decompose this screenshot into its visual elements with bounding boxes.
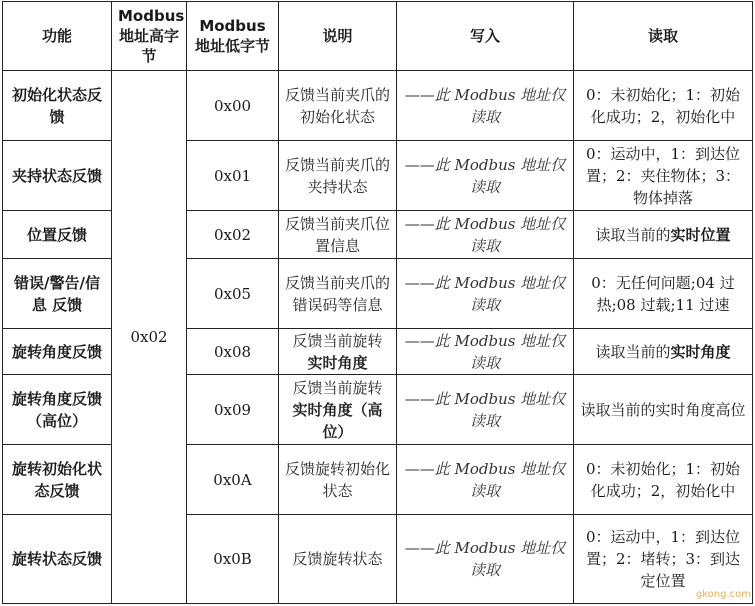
- write-cell: ——此 Modbus 地址仅读取: [397, 375, 574, 445]
- write-cell: ——此 Modbus 地址仅读取: [397, 515, 574, 604]
- write-cell: ——此 Modbus 地址仅读取: [397, 141, 574, 211]
- read-highlight: 实时位置: [670, 225, 731, 244]
- modbus-register-table: [2, 1, 753, 604]
- header-func: 功能: [3, 2, 112, 71]
- header-low-byte: Modbus 地址低字节: [187, 2, 279, 71]
- low-byte-cell: 0x09: [187, 375, 279, 445]
- header-desc: 说明: [279, 2, 397, 71]
- func-cell: 位置反馈: [3, 211, 112, 259]
- header-read: 读取: [574, 2, 753, 71]
- read-text: 读取当前的: [595, 225, 671, 244]
- watermark: gkong.com: [695, 589, 751, 600]
- func-cell: 旋转初始化状态反馈: [3, 445, 112, 515]
- read-text: 读取当前的: [595, 342, 671, 361]
- write-cell: ——此 Modbus 地址仅读取: [397, 211, 574, 259]
- func-cell: 初始化状态反馈: [3, 71, 112, 141]
- header-high-byte: Modbus 地址高字节: [112, 2, 187, 71]
- desc-cell: 反馈旋转状态: [279, 515, 397, 604]
- desc-highlight: 实时角度: [307, 353, 368, 372]
- read-cell: 0：无任何问题;04 过热;08 过载;11 过速: [574, 259, 753, 329]
- read-cell: 读取当前的实时角度高位: [574, 375, 753, 445]
- func-cell: 旋转角度反馈: [3, 329, 112, 375]
- low-byte-cell: 0x01: [187, 141, 279, 211]
- read-cell: 0：未初始化；1：初始化成功；2，初始化中: [574, 445, 753, 515]
- desc-cell: 反馈旋转初始化状态: [279, 445, 397, 515]
- desc-text: 反馈当前旋转: [292, 378, 383, 397]
- low-byte-cell: 0x02: [187, 211, 279, 259]
- func-cell: 旋转状态反馈: [3, 515, 112, 604]
- header-write: 写入: [397, 2, 574, 71]
- desc-cell: [279, 375, 397, 445]
- low-byte-cell: 0x0A: [187, 445, 279, 515]
- read-cell: 0：未初始化；1：初始化成功；2，初始化中: [574, 71, 753, 141]
- func-cell: 错误/警告/信息 反馈: [3, 259, 112, 329]
- func-cell: 夹持状态反馈: [3, 141, 112, 211]
- table-row: [3, 71, 753, 141]
- low-byte-cell: 0x0B: [187, 515, 279, 604]
- write-cell: ——此 Modbus 地址仅读取: [397, 329, 574, 375]
- write-cell: ——此 Modbus 地址仅读取: [397, 71, 574, 141]
- read-cell: [574, 211, 753, 259]
- write-cell: ——此 Modbus 地址仅读取: [397, 259, 574, 329]
- high-byte-cell: 0x02: [112, 71, 187, 604]
- desc-cell: 反馈当前夹爪的夹持状态: [279, 141, 397, 211]
- read-cell: 0：运动中，1：到达位置；2：夹住物体；3：物体掉落: [574, 141, 753, 211]
- low-byte-cell: 0x08: [187, 329, 279, 375]
- low-byte-cell: 0x00: [187, 71, 279, 141]
- read-highlight: 实时角度: [670, 342, 731, 361]
- header-row: [3, 2, 753, 71]
- read-cell: 0：运动中，1：到达位置；2：堵转；3：到达定位置: [574, 515, 753, 604]
- desc-text: 反馈当前旋转: [292, 331, 383, 350]
- desc-highlight: 实时角度（高位）: [292, 400, 383, 441]
- desc-cell: 反馈当前夹爪的初始化状态: [279, 71, 397, 141]
- desc-cell: 反馈当前夹爪的错误码等信息: [279, 259, 397, 329]
- write-cell: ——此 Modbus 地址仅读取: [397, 445, 574, 515]
- desc-cell: [279, 329, 397, 375]
- func-cell: 旋转角度反馈（高位）: [3, 375, 112, 445]
- low-byte-cell: 0x05: [187, 259, 279, 329]
- read-cell: [574, 329, 753, 375]
- desc-cell: 反馈当前夹爪位置信息: [279, 211, 397, 259]
